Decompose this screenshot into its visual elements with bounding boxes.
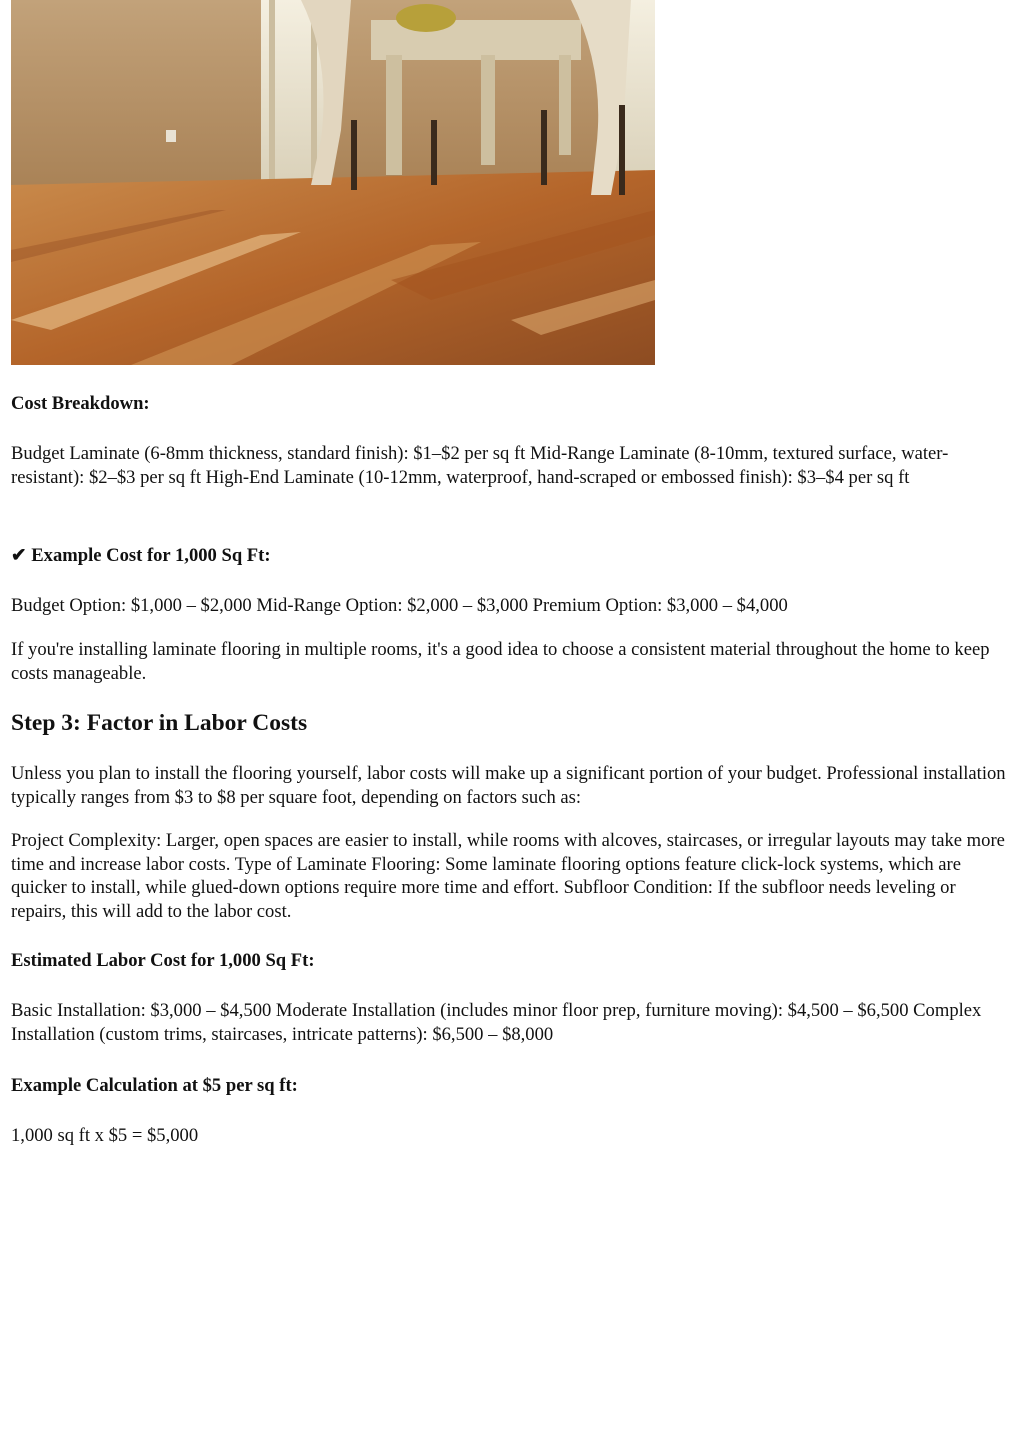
cost-breakdown-heading: Cost Breakdown: xyxy=(11,393,150,414)
floor-photo xyxy=(11,0,655,365)
hero-image xyxy=(11,0,655,365)
example-calc-text: 1,000 sq ft x $5 = $5,000 xyxy=(11,1125,199,1146)
example-calc-heading: Example Calculation at $5 per sq ft: xyxy=(11,1075,298,1096)
step3-heading: Step 3: Factor in Labor Costs xyxy=(11,710,308,736)
estimated-labor-text: Basic Installation: $3,000 – $4,500 Moderate Installation (includes minor floor prep, furniture moving): $4,500 – $6,500 Complex Installation (custom trims, staircases, intricate patterns): $6,500 – $8,000 xyxy=(11,1000,982,1045)
check-icon: ✔ xyxy=(11,545,27,566)
example-cost-heading xyxy=(11,544,1013,568)
multiple-rooms-text: If you're installing laminate flooring in multiple rooms, it's a good idea to choose a consistent material throughout the home to keep costs manageable. xyxy=(11,639,990,684)
labor-factors-text: Project Complexity: Larger, open spaces are easier to install, while rooms with alcoves, staircases, or irregular layouts may take more time and increase labor costs. Type of Laminate Flooring: Some laminate flooring options feature click-lock systems, which are quicker to install, while glued-down options require more time and effort. Subfloor Condition: If the subfloor needs leveling or repairs, this will add to the labor cost. xyxy=(11,830,1005,922)
example-cost-text: Budget Option: $1,000 – $2,000 Mid-Range Option: $2,000 – $3,000 Premium Option: $3,000 – $4,000 xyxy=(11,595,788,616)
example-cost-heading-label: Example Cost for 1,000 Sq Ft: xyxy=(31,545,271,566)
labor-intro-text: Unless you plan to install the flooring yourself, labor costs will make up a significant portion of your budget. Professional installation typically ranges from $3 to $8 per square foot, depending on factors such as: xyxy=(11,763,1006,808)
estimated-labor-heading: Estimated Labor Cost for 1,000 Sq Ft: xyxy=(11,950,315,971)
cost-breakdown-text: Budget Laminate (6-8mm thickness, standard finish): $1–$2 per sq ft Mid-Range Laminate (8-10mm, textured surface, water-resistant): $2–$3 per sq ft High-End Laminate (10-12mm, waterproof, hand-scraped or embossed finish): $3–$4 per sq ft xyxy=(11,443,949,488)
page xyxy=(11,0,1013,365)
